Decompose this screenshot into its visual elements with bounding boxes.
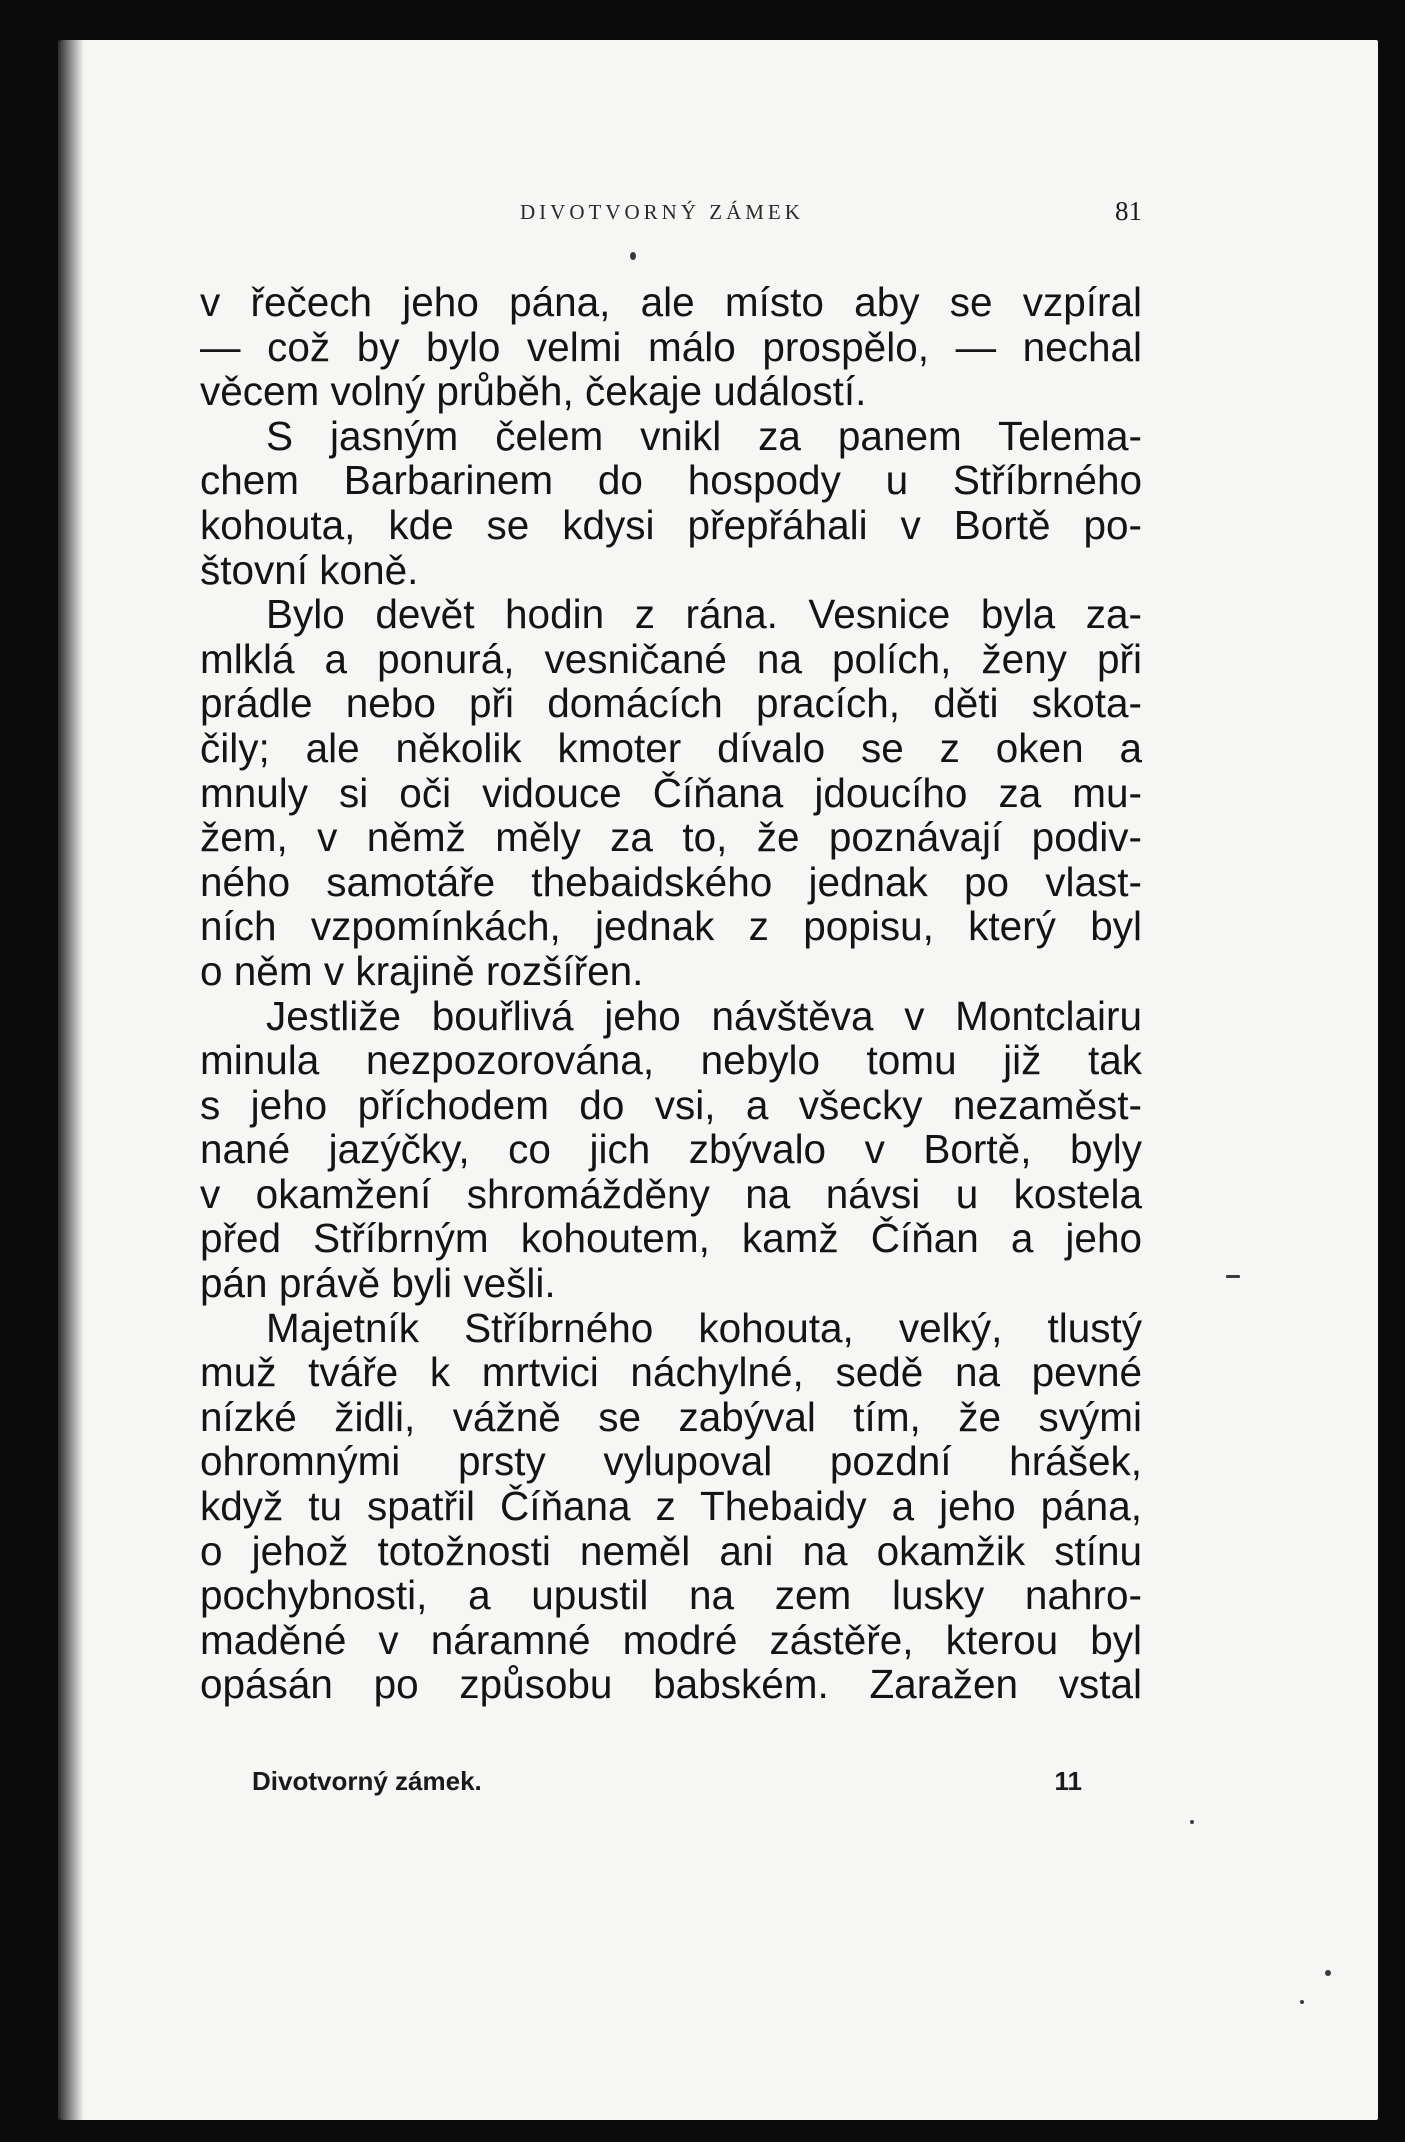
- ink-speck: [1325, 1970, 1331, 1976]
- text-line: o jehož totožnosti neměl ani na okamžik stínu: [200, 1527, 1142, 1574]
- gutter-shadow: [58, 40, 84, 2120]
- text-line: ného samotáře thebaidského jednak po vlast-: [200, 858, 1142, 905]
- text-line: věcem volný průběh, čekaje událostí.: [200, 368, 867, 415]
- text-line: Majetník Stříbrného kohouta, velký, tlustý: [266, 1304, 1142, 1351]
- text-line: chem Barbarinem do hospody u Stříbrného: [200, 457, 1142, 504]
- text-line: mlklá a ponurá, vesničané na polích, ženy při: [200, 635, 1142, 682]
- text-line: pán právě byli vešli.: [200, 1260, 556, 1307]
- text-line: nané jazýčky, co jich zbývalo v Bortě, byly: [200, 1126, 1142, 1173]
- text-line: když tu spatřil Číňana z Thebaidy a jeho pána,: [200, 1483, 1142, 1530]
- signature-mark: 11: [1054, 1766, 1082, 1796]
- text-line: opásán po způsobu babském. Zaražen vstal: [200, 1661, 1142, 1708]
- text-line: nízké židli, vážně se zabýval tím, že svými: [200, 1393, 1142, 1440]
- text-line: prádle nebo při domácích pracích, děti skota-: [200, 680, 1142, 727]
- text-line: Jestliže bouřlivá jeho návštěva v Montclairu: [266, 992, 1142, 1039]
- text-line: s jeho příchodem do vsi, a všecky nezaměst-: [200, 1081, 1142, 1128]
- text-line: — což by bylo velmi málo prospělo, — nechal: [200, 323, 1142, 370]
- text-line: ních vzpomínkách, jednak z popisu, který byl: [200, 903, 1142, 950]
- ink-speck: [1226, 1275, 1240, 1278]
- text-line: pochybnosti, a upustil na zem lusky nahro-: [200, 1572, 1142, 1619]
- body-text: [200, 280, 1142, 1707]
- signature-line: Divotvorný zámek.: [252, 1766, 482, 1796]
- text-line: minula nezpozorována, nebylo tomu již tak: [200, 1037, 1142, 1084]
- text-line: žem, v němž měly za to, že poznávají podiv-: [200, 814, 1142, 861]
- text-line: v okamžení shromážděny na návsi u kostela: [200, 1170, 1142, 1217]
- ink-speck: [630, 252, 636, 260]
- text-line: před Stříbrným kohoutem, kamž Číňan a jeho: [200, 1215, 1142, 1262]
- text-line: maděné v náramné modré zástěře, kterou byl: [200, 1616, 1142, 1663]
- page-number: 81: [1115, 196, 1142, 226]
- text-line: čily; ale několik kmoter dívalo se z oken a: [200, 724, 1142, 771]
- text-line: Bylo devět hodin z rána. Vesnice byla za-: [266, 591, 1142, 638]
- page-footer: [252, 1766, 1082, 1800]
- text-line: ohromnými prsty vylupoval pozdní hrášek,: [200, 1438, 1142, 1485]
- text-line: S jasným čelem vnikl za panem Telema-: [266, 412, 1142, 459]
- running-title: DIVOTVORNÝ ZÁMEK: [520, 200, 804, 224]
- text-line: mnuly si oči vidouce Číňana jdoucího za mu-: [200, 769, 1142, 816]
- page-header: [200, 196, 1142, 232]
- text-line: v řečech jeho pána, ale místo aby se vzpíral: [200, 279, 1142, 325]
- text-line: kohouta, kde se kdysi přepřáhali v Bortě po-: [200, 501, 1142, 548]
- ink-speck: [1190, 1820, 1194, 1824]
- text-line: štovní koně.: [200, 546, 419, 593]
- text-line: o něm v krajině rozšířen.: [200, 947, 644, 994]
- ink-speck: [1300, 2000, 1304, 2004]
- text-line: muž tváře k mrtvici náchylné, sedě na pevné: [200, 1349, 1142, 1396]
